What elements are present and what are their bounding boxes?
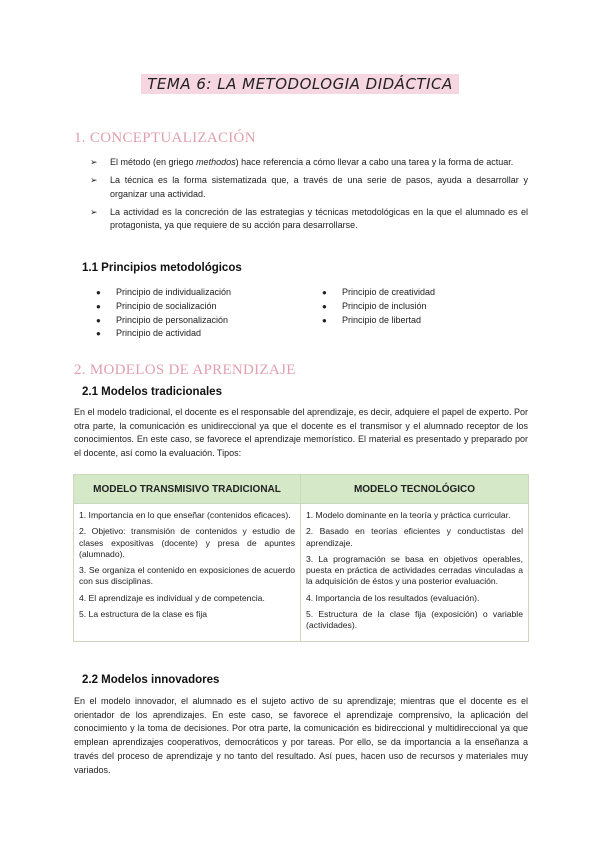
principle-label: Principio de creatividad xyxy=(342,287,436,297)
section2-2-paragraph: En el modelo innovador, el alumnado es el sujeto activo de su aprendizaje; mientras que el docente es el orientador de los aprendizajes. En este caso, se favorece el aprendizaje comprensivo, la aplicación del conocimiento y la toma de decisiones. Por otra parte, la comunicación es bidireccional y multidireccional ya que emplean aprendizajes cooperativos, democráticos y por tareas. Por ello, se da importancia a la enseñanza a través del proceso de aprendizaje y no tanto del resultado. Así pues, hacen uso de recursos y materiales muy variados. xyxy=(74,696,528,775)
principle-label: Principio de socialización xyxy=(116,300,217,311)
round-bullet-icon: ● xyxy=(322,288,327,297)
principle-item xyxy=(94,286,231,300)
table-row xyxy=(74,504,529,642)
principle-label: Principio de personalización xyxy=(116,314,229,325)
section2-heading: 2. MODELOS DE APRENDIZAJE xyxy=(74,362,296,378)
round-bullet-icon: ● xyxy=(322,301,327,311)
section2-1-paragraph: En el modelo tradicional, el docente es el responsable del aprendizaje, es decir, adquiere el papel de experto. Por otra parte, la comunicación es unidireccional ya que el docente es el transmisor y el alumnado receptor de los conocimientos. En este caso, se favorece el aprendizaje memorístico. El material es presentado y preparado por el docente, así como la evaluación. Tipos: xyxy=(74,407,528,459)
principle-label: Principio de individualización xyxy=(116,287,232,297)
arrow-bullet-icon: ➢ xyxy=(90,157,98,167)
col-header-transmisivo: MODELO TRANSMISIVO TRADICIONAL xyxy=(74,475,301,504)
table-cell-item: 4. El aprendizaje es individual y de competencia. xyxy=(79,592,265,603)
arrow-bullet-icon: ➢ xyxy=(90,206,98,217)
principle-item xyxy=(94,314,231,328)
bullet-item-3 xyxy=(90,206,528,233)
bullet-text-em: methodos xyxy=(196,157,236,167)
principle-item xyxy=(94,300,231,314)
title-wrap xyxy=(0,74,600,94)
round-bullet-icon: ● xyxy=(96,329,101,339)
tecnologico-cell xyxy=(301,504,529,642)
principle-label: Principio de libertad xyxy=(342,314,422,325)
table-cell-item: 3. Se organiza el contenido en exposiciones de acuerdo con sus disciplinas. xyxy=(79,565,295,587)
bullet-text: La actividad es la concreción de las estrategias y técnicas metodológicas en la que el alumnado es el protagonista, ya que requiere de su acción para desarrollarse. xyxy=(110,206,528,230)
section2-1-heading: 2.1 Modelos tradicionales xyxy=(82,386,222,398)
table-header-row xyxy=(74,475,529,504)
table-cell-item: 5. La estructura de la clase es fija xyxy=(79,609,208,620)
section1-heading: 1. CONCEPTUALIZACIÓN xyxy=(74,130,256,146)
round-bullet-icon: ● xyxy=(96,315,101,325)
col-header-tecnologico: MODELO TECNOLÓGICO xyxy=(301,475,529,504)
arrow-bullet-icon: ➢ xyxy=(90,175,98,185)
table-cell-item: 2. Basado en teorías eficientes y conductistas del aprendizaje. xyxy=(306,526,523,548)
table-cell-item: 5. Estructura de la clase fija (exposición) o variable (actividades). xyxy=(306,609,523,631)
principle-item xyxy=(320,300,435,314)
principle-item xyxy=(320,314,435,328)
section2-2-heading: 2.2 Modelos innovadores xyxy=(82,674,220,686)
principles-left-list xyxy=(94,286,231,341)
round-bullet-icon: ● xyxy=(96,301,101,311)
models-table xyxy=(73,474,529,642)
table-cell-item: 2. Objetivo: transmisión de contenidos y estudio de clases expositivas (docente) y presa de apuntes (alumnado). xyxy=(79,526,295,559)
transmisivo-cell xyxy=(74,504,301,642)
bullet-item-1 xyxy=(90,156,528,170)
bullet-text-pre: El método (en griego xyxy=(110,157,197,167)
table-cell-item: 1. Importancia en lo que enseñar (contenidos eficaces). xyxy=(79,510,291,520)
section1-bullet-list xyxy=(90,156,528,237)
table-cell-item: 1. Modelo dominante en la teoría y práctica curricular. xyxy=(306,510,511,520)
round-bullet-icon: ● xyxy=(96,288,101,297)
principles-right-list xyxy=(320,286,435,327)
principle-label: Principio de actividad xyxy=(116,328,202,339)
table-cell-item: 3. La programación se basa en objetivos operables, puesta en práctica de actividades cerradas vinculadas a la adquisición de éstos y una posterior evaluación. xyxy=(306,553,523,587)
bullet-item-2 xyxy=(90,174,528,201)
section1-1-heading: 1.1 Principios metodológicos xyxy=(82,262,242,274)
table-cell-item: 4. Importancia de los resultados (evaluación). xyxy=(306,592,480,603)
bullet-text: La técnica es la forma sistematizada que, a través de una serie de pasos, ayuda a desarrollar y organizar una actividad. xyxy=(110,175,528,199)
page-title: TEMA 6: LA METODOLOGIA DIDÁCTICA xyxy=(141,74,458,94)
bullet-text-post: ) hace referencia a cómo llevar a cabo una tarea y la forma de actuar. xyxy=(235,157,514,167)
principle-label: Principio de inclusión xyxy=(342,300,427,311)
principle-item xyxy=(94,327,231,341)
principle-item xyxy=(320,286,435,300)
round-bullet-icon: ● xyxy=(322,315,327,325)
